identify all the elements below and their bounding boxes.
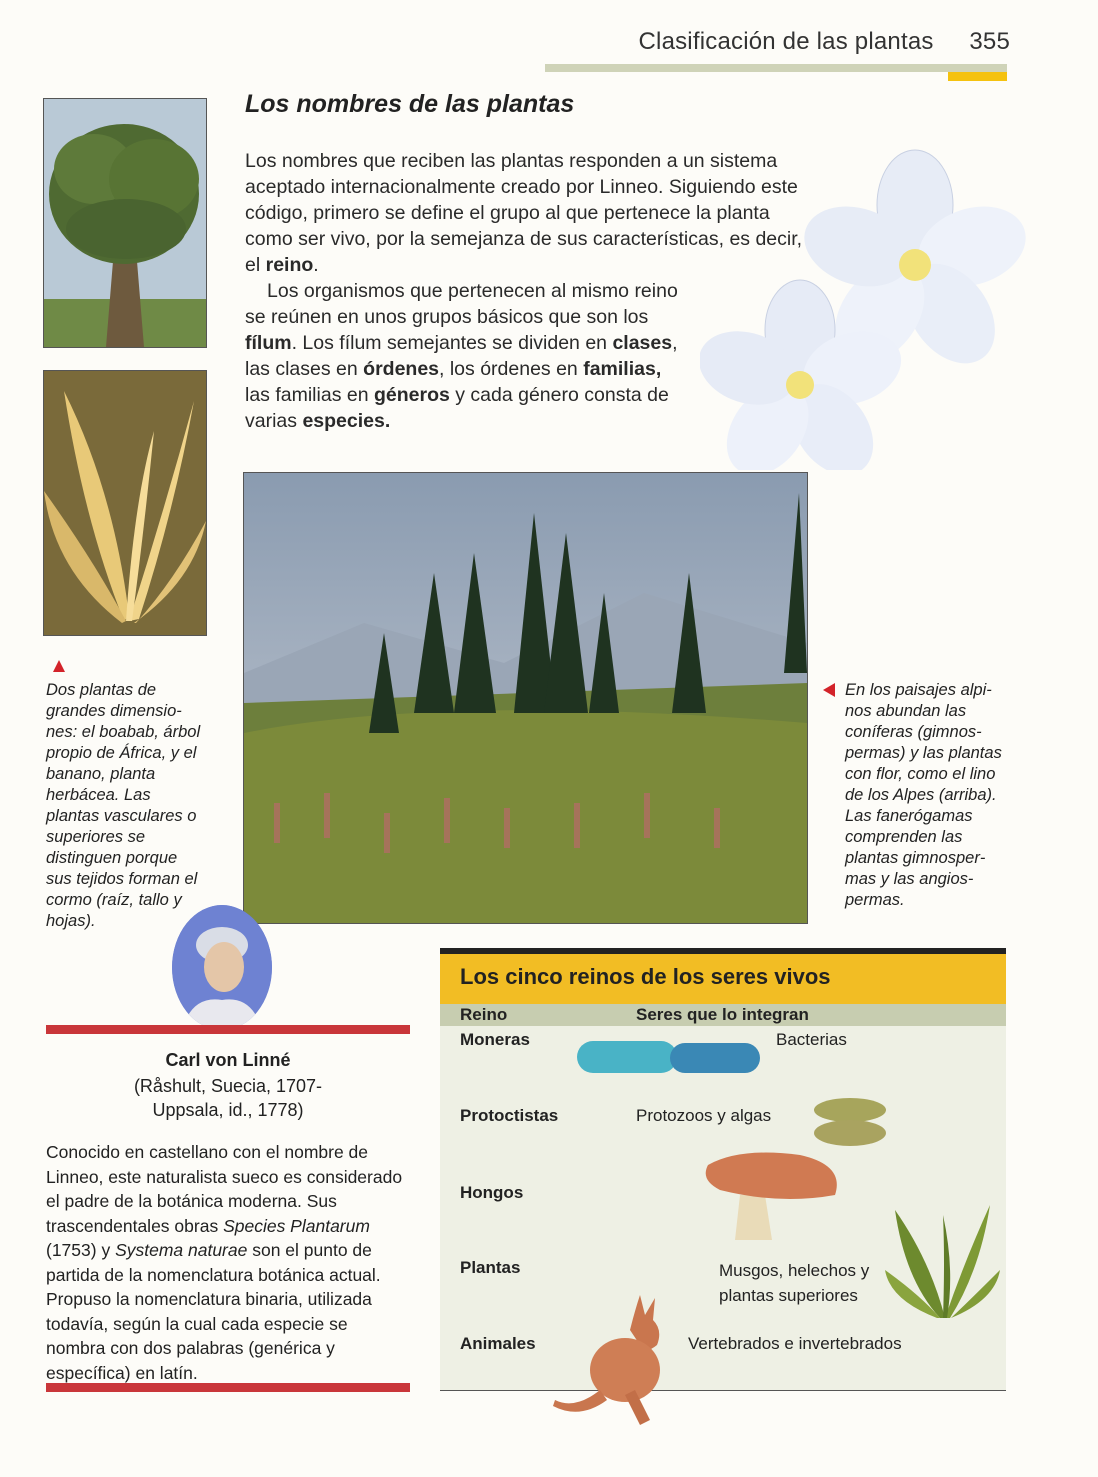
row-seres-plantas: Musgos, helechos y plantas superiores xyxy=(719,1261,870,1305)
para2-text-f: y cada género consta de varias xyxy=(245,384,669,432)
term-ordenes: órdenes xyxy=(363,358,440,380)
bio-dates: (Råshult, Suecia, 1707- Uppsala, id., 1778) xyxy=(133,1076,323,1120)
row-reino-animales: Animales xyxy=(460,1334,536,1353)
baobab-photo xyxy=(43,98,207,348)
caption-left: Dos plantas de grandes dimensiones: el boabab, árbol propio de África, y el banano, planta herbácea. Las plantas vasculares o superiores se distinguen porque sus tejidos forman el cormo (raíz, tallo y hojas). xyxy=(46,681,201,930)
caption-right-line1: En los paisajes alpinos abundan las coníferas (gimnospermas) y las plantas con flor, como el lino de los Alpes (arriba). xyxy=(845,681,1002,804)
alpine-flax-flowers-illustration xyxy=(700,140,1030,470)
bio-text-a: Conocido en castellano con el nombre de Linneo, este naturalista sueco es considerado el padre de la botánica moderna. Sus trascendentales obras xyxy=(46,1142,403,1236)
header-rule xyxy=(545,64,1007,72)
paragraph-2 xyxy=(245,278,690,434)
term-familias: familias, xyxy=(583,358,662,380)
table-title: Los cinco reinos de los seres vivos xyxy=(460,964,831,989)
bio-text xyxy=(46,1140,410,1385)
bio-bottom-rule xyxy=(46,1383,410,1392)
column-head-seres: Seres que lo integran xyxy=(636,1005,809,1024)
banana-plant-photo xyxy=(43,370,207,636)
article-title: Los nombres de las plantas xyxy=(245,90,575,118)
row-seres-animales: Vertebrados e invertebrados xyxy=(688,1334,902,1353)
section-title: Clasificación de las plantas xyxy=(638,28,934,55)
term-clases: clases xyxy=(612,332,673,354)
mushroom-illustration xyxy=(700,1145,845,1250)
term-generos: géneros xyxy=(373,384,450,406)
para2-text-a: Los organismos que pertenecen al mismo reino se reúnen en unos grupos básicos que son los xyxy=(245,280,678,328)
row-seres-moneras: Bacterias xyxy=(776,1030,847,1049)
header-color-tab xyxy=(948,72,1007,81)
running-head xyxy=(600,28,1010,56)
caption-arrow-left-icon xyxy=(823,683,835,697)
para2-text-b: . Los fílum semejantes se dividen en xyxy=(291,332,613,354)
para1-text: Los nombres que reciben las plantas responden a un sistema aceptado internacionalmente creado por Linneo. Siguiendo este código, primero se define el grupo al que pertenece la planta como ser vivo, por la semejanza de sus características, es decir, el xyxy=(245,150,803,276)
bacteria-illustration xyxy=(575,1035,765,1090)
work-systema-naturae: Systema naturae xyxy=(115,1240,248,1260)
term-filum: fílum xyxy=(245,332,292,354)
bio-name: Carl von Linné xyxy=(165,1050,291,1070)
term-especies: especies. xyxy=(302,410,391,432)
table-bottom-line xyxy=(440,1390,1006,1391)
row-reino-plantas: Plantas xyxy=(460,1258,521,1277)
para2-text-e: las familias en xyxy=(245,384,374,406)
column-head-reino: Reino xyxy=(460,1005,508,1024)
row-seres-protoctistas: Protozoos y algas xyxy=(636,1106,772,1125)
term-reino: reino xyxy=(265,254,314,276)
row-reino-hongos: Hongos xyxy=(460,1183,524,1202)
linnaeus-portrait xyxy=(172,905,272,1030)
para1-end: . xyxy=(313,254,319,276)
bio-text-b: (1753) y xyxy=(46,1240,116,1260)
bio-top-rule xyxy=(46,1025,410,1034)
kangaroo-illustration xyxy=(545,1290,695,1435)
row-reino-protoctistas: Protoctistas xyxy=(460,1106,559,1125)
para2-text-d: , los órdenes en xyxy=(439,358,584,380)
caption-arrow-up-icon xyxy=(53,660,65,672)
page-number: 355 xyxy=(969,28,1010,55)
bio-text-c: son el punto de partida de la nomenclatura botánica actual. Propuso la nomenclatura binaria, utilizada todavía, según la cual cada especie se nombra con dos palabras (genérica y específica) en latín. xyxy=(46,1240,381,1383)
work-species-plantarum: Species Plantarum xyxy=(223,1215,370,1236)
alpine-landscape-photo xyxy=(243,472,808,924)
para2-text-c: , las clases en xyxy=(245,332,678,380)
caption-right xyxy=(845,680,1010,911)
caption-right-line2: Las fanerógamas comprenden las plantas gimnospermas y las angiospermas. xyxy=(845,807,986,909)
row-reino-moneras: Moneras xyxy=(460,1030,530,1049)
fern-plant-illustration xyxy=(885,1200,1000,1325)
